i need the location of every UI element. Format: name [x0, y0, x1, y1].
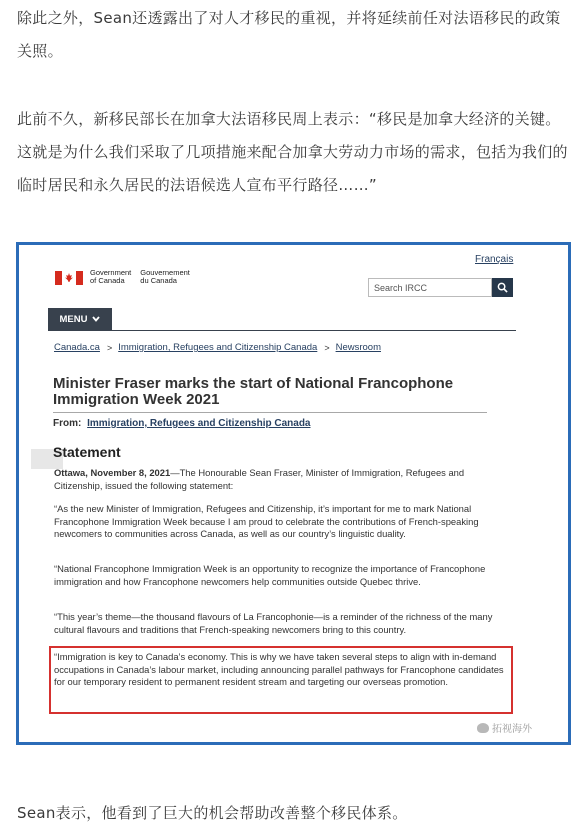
breadcrumb-item-ircc[interactable]: Immigration, Refugees and Citizenship Canada	[118, 342, 318, 353]
menu-label: MENU	[59, 313, 88, 325]
statement-paragraph-3: “National Francophone Immigration Week is an opportunity to recognize the importance of Francophone immigration and how Francophone newcomers help communities outside Quebec thrive.	[54, 563, 486, 587]
chevron-down-icon	[92, 316, 100, 322]
language-toggle-link[interactable]: Français	[475, 254, 514, 265]
statement-paragraph-1: Ottawa, November 8, 2021—The Honourable Sean Fraser, Minister of Immigration, Refugees and Citizenship, issued the following statement:	[54, 467, 465, 491]
brand-watermark: 拓视海外	[477, 720, 532, 735]
breadcrumb-item-newsroom[interactable]: Newsroom	[335, 342, 381, 353]
breadcrumb-separator: >	[324, 342, 330, 353]
breadcrumb-separator: >	[106, 342, 113, 353]
breadcrumb	[54, 342, 381, 353]
statement-paragraph-2: “As the new Minister of Immigration, Refugees and Citizenship, it’s important for me to mark National Francophone Immigration Week because I am proud to celebrate the contributions of French-speaking newcomers to communities across Canada, as well as our country’s linguistic duality.	[54, 503, 479, 539]
breadcrumb-item-canada[interactable]: Canada.ca	[54, 342, 100, 353]
search-button[interactable]	[492, 278, 513, 297]
menu-divider	[48, 330, 516, 331]
canada-flag-icon	[55, 271, 83, 285]
gov-name-fr: Gouvernement du Canada	[140, 268, 190, 285]
from-label: From:	[53, 418, 82, 429]
article-paragraph-3: Sean表示，他看到了巨大的机会帮助改善整个移民体系。	[17, 804, 408, 822]
article-paragraph-1: 除此之外，Sean还透露出了对人才移民的重视，并将延续前任对法语移民的政策关照。	[17, 9, 561, 60]
highlight-box	[49, 646, 513, 714]
search-icon	[497, 282, 508, 293]
from-link[interactable]: Immigration, Refugees and Citizenship Canada	[87, 418, 311, 429]
dateline: Ottawa, November 8, 2021	[54, 467, 171, 478]
statement-paragraph-5: “Immigration is key to Canada’s economy. This is why we have taken several steps to align with in-demand occupations in Canada’s labour market, including announcing parallel pathways for Francophone candidates for our temporary resident to permanent resident stream and targeting our overseas promotion.	[54, 651, 504, 687]
wechat-icon	[477, 723, 489, 733]
government-of-canada-logo[interactable]	[55, 269, 199, 285]
menu-button[interactable]	[48, 308, 112, 330]
embedded-screenshot	[16, 242, 571, 745]
page-title: Minister Fraser marks the start of National Francophone Immigration Week 2021	[53, 375, 454, 408]
article-paragraph-2: 此前不久，新移民部长在加拿大法语移民周上表示：“移民是加拿大经济的关键。这就是为什么我们采取了几项措施来配合加拿大劳动力市场的需求，包括为我们的临时居民和永久居民的法语候选人宣布平行路径……”	[17, 110, 568, 194]
statement-paragraph-4: “This year’s theme—the thousand flavours of La Francophonie—is a reminder of the richness of the many cultural flavours and traditions that French-speaking newcomers bring to this country.	[54, 611, 493, 635]
from-line	[53, 418, 311, 429]
gov-name-en: Government of Canada	[90, 268, 132, 285]
title-divider	[53, 412, 487, 413]
statement-heading: Statement	[53, 444, 121, 460]
search-input[interactable]: Search IRCC	[368, 278, 492, 297]
